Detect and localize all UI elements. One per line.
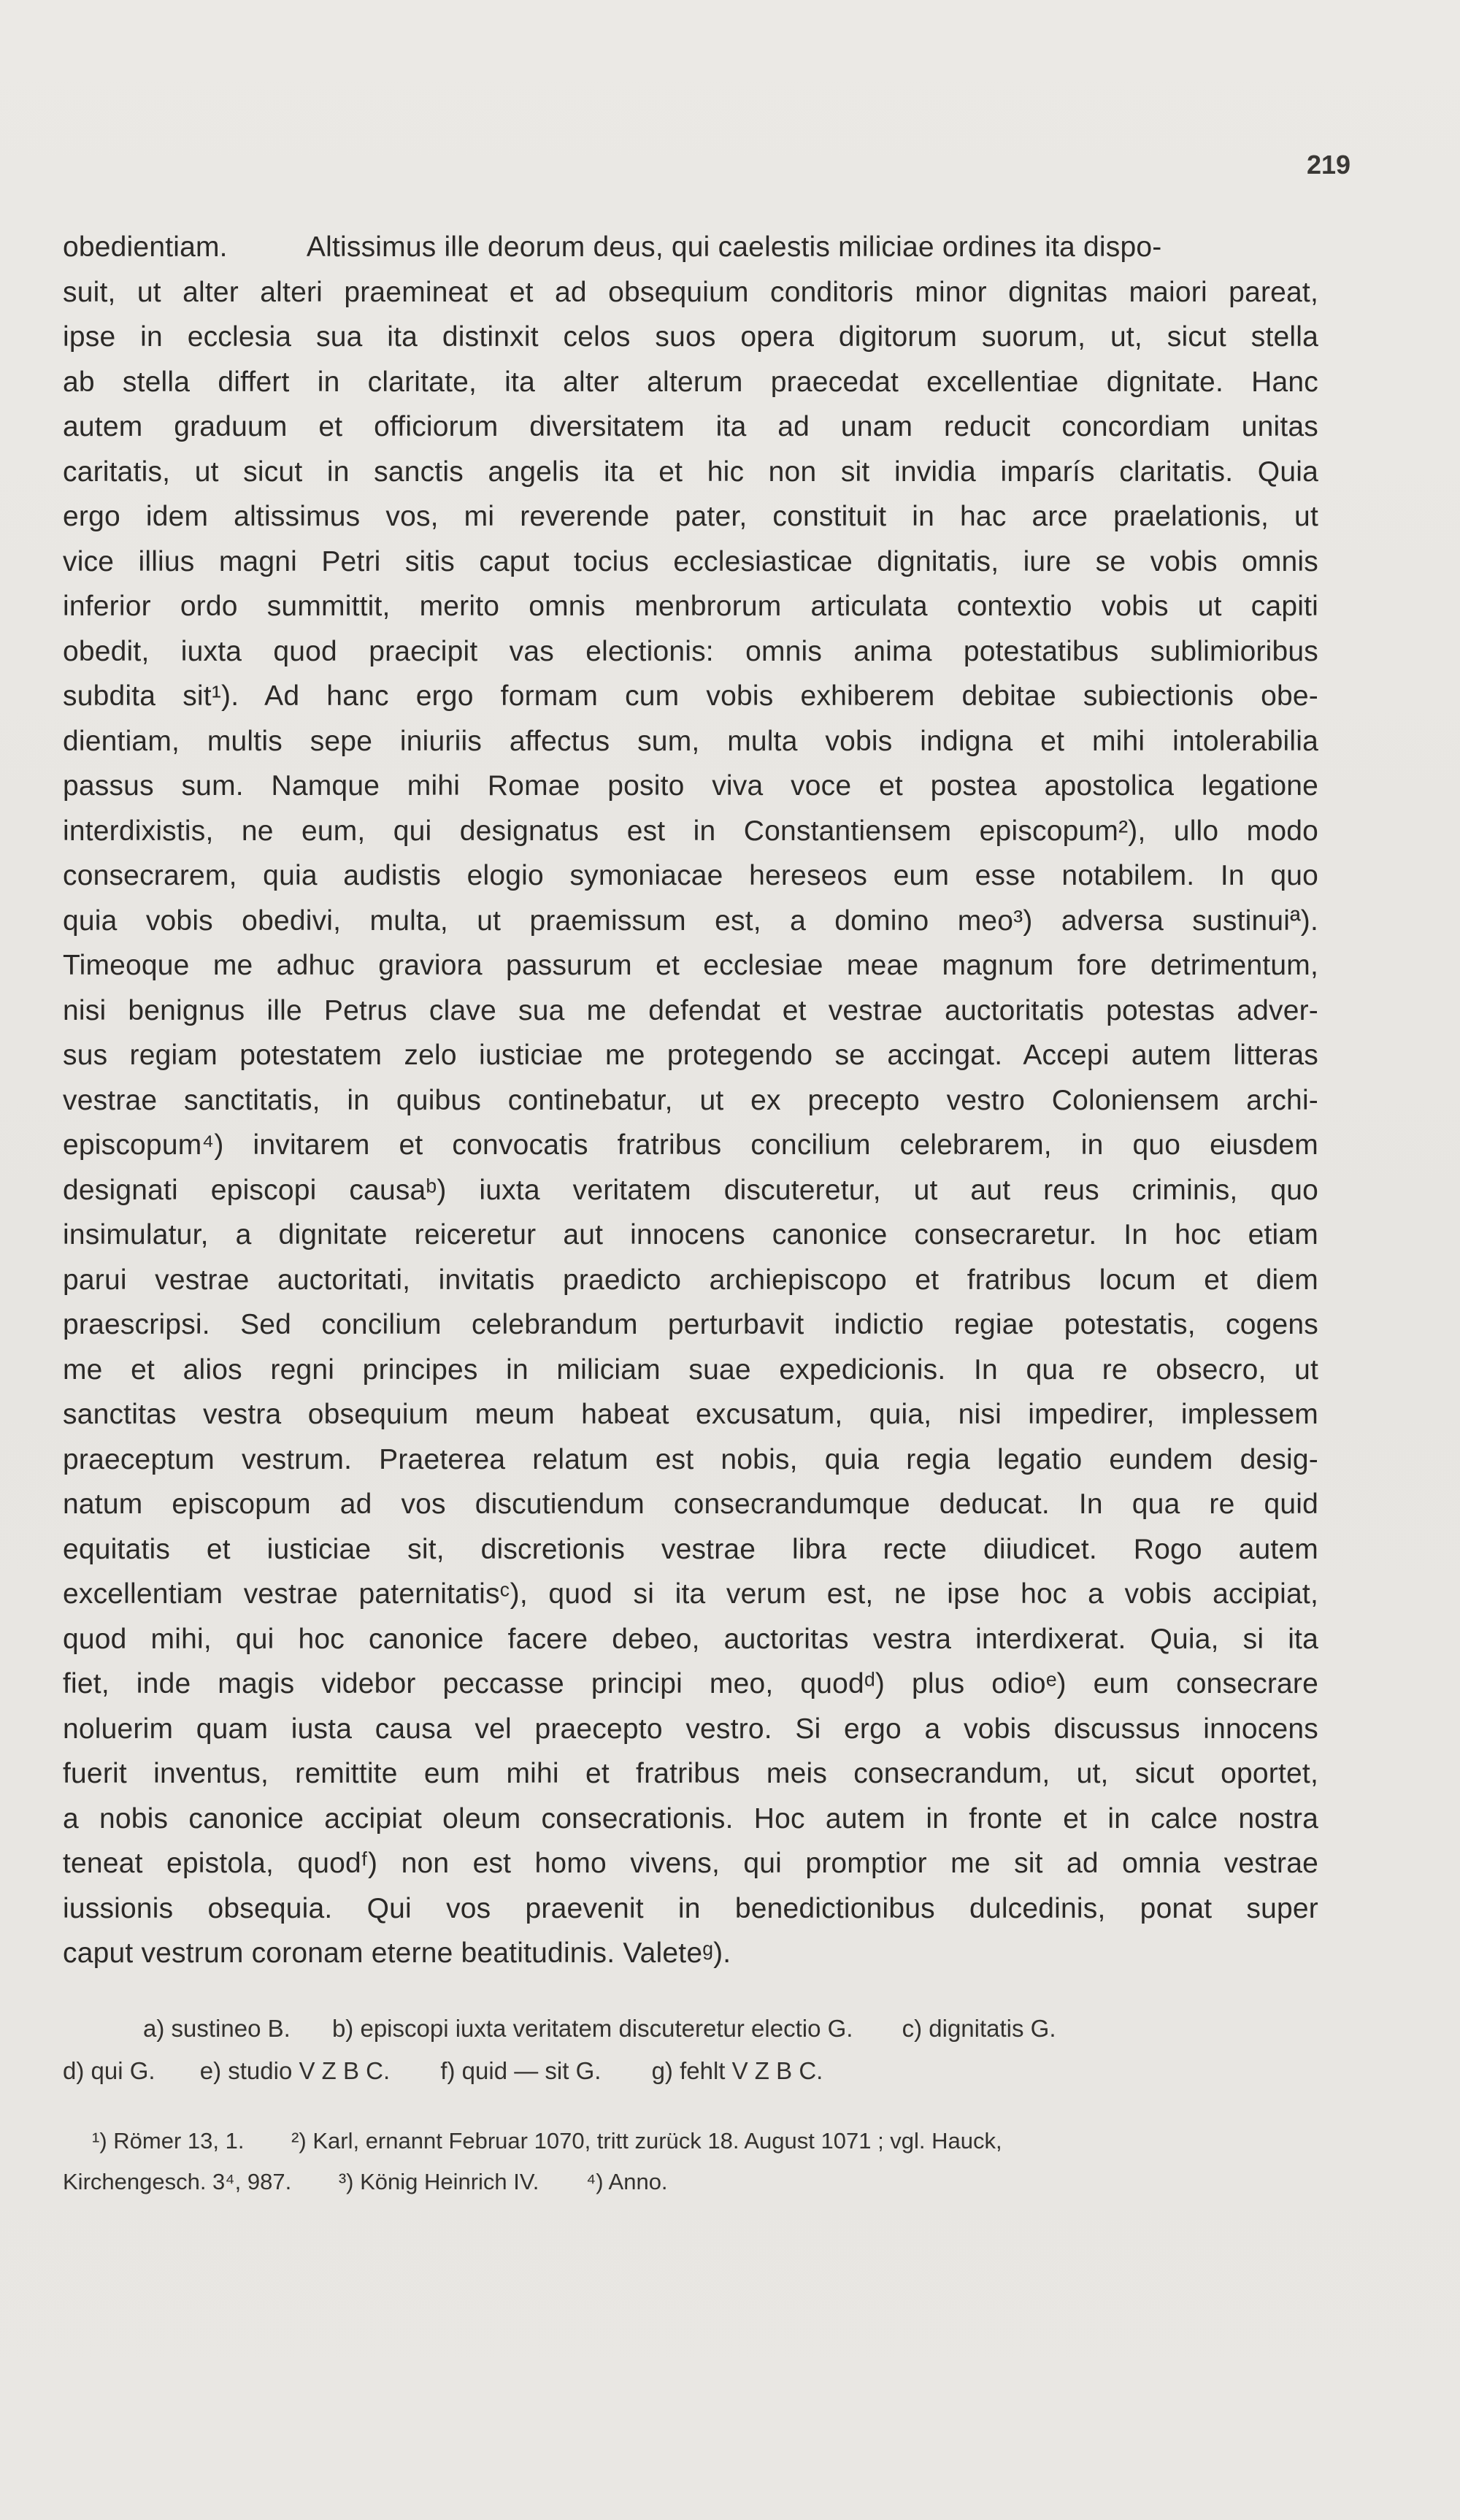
- body-line: dientiam, multis sepe iniuriis affectus sum, multa vobis indigna et mihi intolerabilia: [63, 725, 1318, 757]
- body-line: a nobis canonice accipiat oleum consecrationis. Hoc autem in fronte et in calce nostra: [63, 1802, 1318, 1835]
- body-line: insimulatur, a dignitate reiceretur aut innocens canonice consecraretur. In hoc etiam: [63, 1219, 1318, 1251]
- body-line: iussionis obsequia. Qui vos praevenit in benedictionibus dulcedinis, ponat super: [63, 1892, 1318, 1924]
- body-line: sus regiam potestatem zelo iusticiae me protegendo se accingat. Accepi autem litteras: [63, 1040, 1318, 1071]
- body-line: ab stella differt in claritate, ita alter alterum praecedat excellentiae dignitate. Hanc: [63, 366, 1318, 398]
- body-line: equitatis et iusticiae sit, discretionis vestrae libra recte diiudicet. Rogo autem: [63, 1533, 1318, 1565]
- body-line: obedientiam. Altissimus ille deorum deus, qui caelestis miliciae ordines ita dispo-: [63, 231, 1162, 263]
- body-line: natum episcopum ad vos discutiendum consecrandumque deducat. In qua re quid: [63, 1488, 1318, 1520]
- variants-line-1: [63, 2008, 1318, 2050]
- variant-a: a) sustineo B.: [143, 2015, 291, 2042]
- body-line: interdixistis, ne eum, qui designatus est in Constantiensem episcopum²), ullo modo: [63, 815, 1318, 847]
- body-line: autem graduum et officiorum diversitatem ita ad unam reducit concordiam unitas: [63, 411, 1318, 442]
- variant-g: g) fehlt V Z B C.: [651, 2057, 823, 2084]
- footnotes: [63, 2121, 1318, 2202]
- footnote-2: ²) Karl, ernannt Februar 1070, tritt zurück 18. August 1071 ; vgl. Hauck,: [291, 2128, 1002, 2154]
- body-line: suit, ut alter alteri praemineat et ad obsequium conditoris minor dignitas maiori pareat,: [63, 276, 1318, 308]
- footnotes-line-1: [63, 2121, 1318, 2162]
- body-line: caritatis, ut sicut in sanctis angelis ita et hic non sit invidia imparís claritatis. Quia: [63, 456, 1318, 488]
- body-line: quod mihi, qui hoc canonice facere debeo, auctoritas vestra interdixerat. Quia, si ita: [63, 1623, 1318, 1655]
- variant-e: e) studio V Z B C.: [199, 2057, 391, 2084]
- letter-body: [63, 225, 1318, 1976]
- footnote-3: ³) König Heinrich IV.: [338, 2169, 539, 2194]
- body-line: passus sum. Namque mihi Romae posito viva voce et postea apostolica legatione: [63, 770, 1318, 802]
- body-line: ergo idem altissimus vos, mi reverende pater, constituit in hac arce praelationis, ut: [63, 501, 1318, 532]
- page-number: 219: [1307, 150, 1351, 180]
- body-line: vice illius magni Petri sitis caput tocius ecclesiasticae dignitatis, iure se vobis omnis: [63, 545, 1318, 577]
- body-line: consecrarem, quia audistis elogio symoniacae hereseos eum esse notabilem. In quo: [63, 860, 1318, 891]
- body-line: teneat epistola, quodᶠ) non est homo vivens, qui promptior me sit ad omnia vestrae: [63, 1848, 1318, 1879]
- variant-d: d) qui G.: [63, 2057, 155, 2084]
- body-line: fuerit inventus, remittite eum mihi et fratribus meis consecrandum, ut, sicut oportet,: [63, 1758, 1318, 1789]
- body-line: quia vobis obedivi, multa, ut praemissum est, a domino meo³) adversa sustinuiª).: [63, 904, 1318, 937]
- variants-line-2: [63, 2050, 1318, 2092]
- body-line: designati episcopi causaᵇ) iuxta veritatem discuteretur, ut aut reus criminis, quo: [63, 1174, 1318, 1206]
- variant-b: b) episcopi iuxta veritatem discuteretur electio G.: [331, 2015, 853, 2042]
- body-line: episcopum⁴) invitarem et convocatis fratribus concilium celebrarem, in quo eiusdem: [63, 1129, 1318, 1161]
- footnotes-line-2: [63, 2162, 1318, 2202]
- body-line: caput vestrum coronam eterne beatitudinis. Valeteᵍ).: [63, 1937, 731, 1969]
- body-line: me et alios regni principes in miliciam suae expedicionis. In qua re obsecro, ut: [63, 1353, 1318, 1386]
- body-line: subdita sit¹). Ad hanc ergo formam cum vobis exhiberem debitae subiectionis obe-: [63, 680, 1318, 712]
- body-line: nisi benignus ille Petrus clave sua me defendat et vestrae auctoritatis potestas adver-: [63, 994, 1318, 1026]
- variant-c: c) dignitatis G.: [902, 2015, 1056, 2042]
- body-line: fiet, inde magis videbor peccasse principi meo, quodᵈ) plus odioᵉ) eum consecrare: [63, 1668, 1318, 1699]
- body-line: vestrae sanctitatis, in quibus continebatur, ut ex precepto vestro Coloniensem archi-: [63, 1084, 1318, 1116]
- body-line: Timeoque me adhuc graviora passurum et ecclesiae meae magnum fore detrimentum,: [63, 950, 1318, 981]
- body-line: ipse in ecclesia sua ita distinxit celos suos opera digitorum suorum, ut, sicut stella: [63, 321, 1318, 353]
- variant-f: f) quid — sit G.: [440, 2057, 602, 2084]
- footnote-1: ¹) Römer 13, 1.: [92, 2128, 245, 2154]
- footnote-4: ⁴) Anno.: [585, 2169, 668, 2194]
- body-line: praescripsi. Sed concilium celebrandum perturbavit indictio regiae potestatis, cogens: [63, 1309, 1318, 1340]
- body-line: excellentiam vestrae paternitatisᶜ), quod si ita verum est, ne ipse hoc a vobis accipiat,: [63, 1578, 1318, 1610]
- body-line: inferior ordo summittit, merito omnis menbrorum articulata contextio vobis ut capiti: [63, 591, 1318, 622]
- textual-variants: [63, 2008, 1318, 2092]
- body-line: parui vestrae auctoritati, invitatis praedicto archiepiscopo et fratribus locum et diem: [63, 1264, 1318, 1296]
- footnote-2-cont: Kirchengesch. 3⁴, 987.: [63, 2169, 292, 2194]
- body-line: praeceptum vestrum. Praeterea relatum est nobis, quia regia legatio eundem desig-: [63, 1443, 1318, 1475]
- body-line: sanctitas vestra obsequium meum habeat excusatum, quia, nisi impedirer, implessem: [63, 1399, 1318, 1430]
- body-line: obedit, iuxta quod praecipit vas electionis: omnis anima potestatibus sublimioribus: [63, 635, 1318, 667]
- body-line: noluerim quam iusta causa vel praecepto vestro. Si ergo a vobis discussus innocens: [63, 1713, 1318, 1745]
